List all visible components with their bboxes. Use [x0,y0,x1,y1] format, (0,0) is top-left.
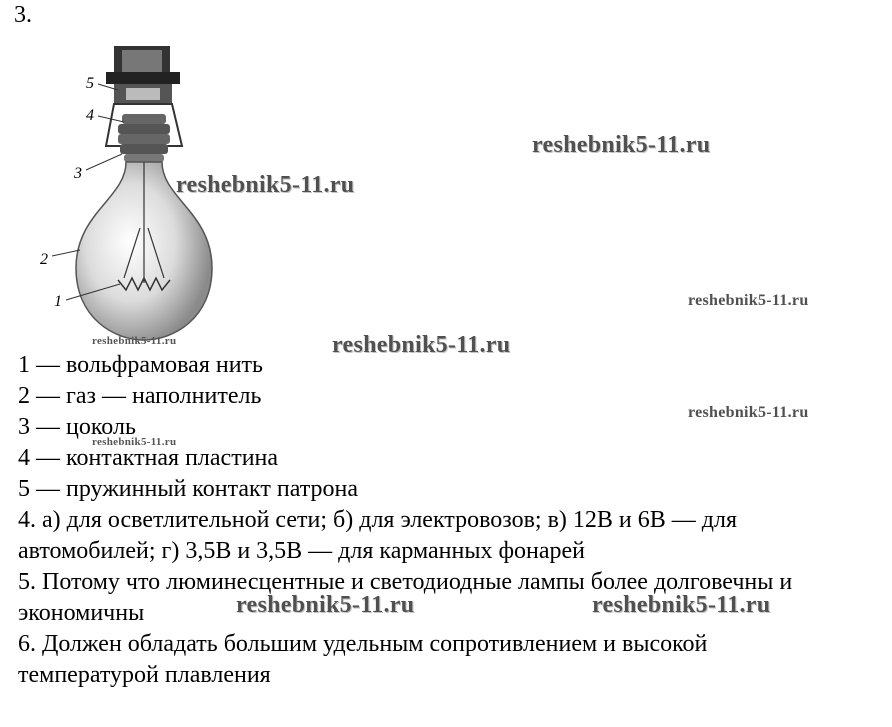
watermark: reshebnik5-11.ru [92,436,177,448]
answer-line-2: 2 — газ — наполнитель [18,383,262,409]
answer-line-1: 1 — вольфрамовая нить [18,352,263,378]
watermark: reshebnik5-11.ru [176,172,355,198]
callout-4: 4 [86,107,94,124]
watermark: reshebnik5-11.ru [688,404,809,421]
watermark: reshebnik5-11.ru [592,592,771,618]
answer-line-3: 3 — цоколь [18,414,136,440]
answer-line-8: 5. Потому что люминесцентные и светодиодные лампы более долговечны и [18,569,793,595]
answer-line-5: 5 — пружинный контакт патрона [18,476,358,502]
answer-line-4: 4 — контактная пластина [18,445,279,471]
answer-line-7: автомобилей; г) 3,5В и 3,5В — для карманных фонарей [18,538,586,564]
callout-1: 1 [54,293,62,310]
watermark: reshebnik5-11.ru [688,292,809,309]
screw-base [118,114,170,162]
answer-line-6: 4. а) для осветлительной сети; б) для электровозов; в) 12В и 6В — для [18,507,737,533]
answer-line-10: 6. Должен обладать большим удельным сопротивлением и высокой [18,631,708,657]
callout-2: 2 [40,251,48,268]
watermark: reshebnik5-11.ru [532,132,711,158]
callout-5: 5 [86,75,94,92]
watermark: reshebnik5-11.ru [236,592,415,618]
watermark: reshebnik5-11.ru [332,332,511,358]
answer-line-9: экономичны [18,600,145,626]
watermark: reshebnik5-11.ru [92,335,177,347]
question-number: 3. [14,2,32,28]
answer-line-11: температурой плавления [18,662,271,688]
callout-3: 3 [74,165,82,182]
